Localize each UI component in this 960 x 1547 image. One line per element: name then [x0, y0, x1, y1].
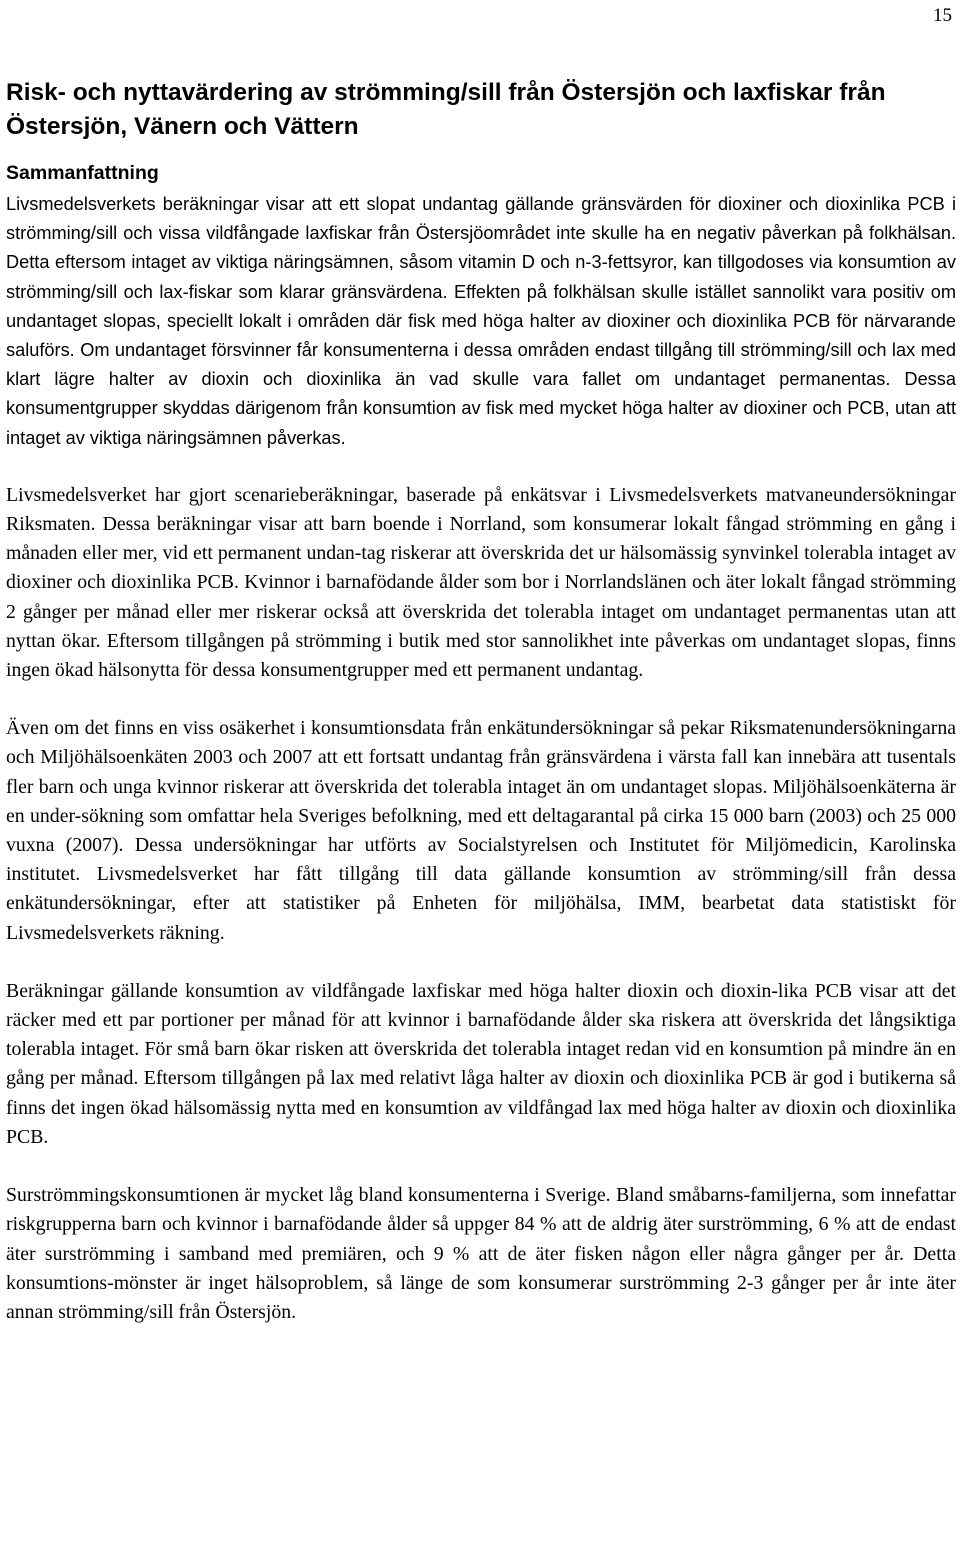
paragraph-miljohalsoenkat: Även om det finns en viss osäkerhet i konsumtionsdata från enkätundersökningar så pekar Riksmatenundersökningarna och Miljöhälsoenkäten 2003 och 2007 att ett fortsatt undantag från gränsvärdena i värsta fall kan innebära att tusentals fler barn och unga kvinnor riskerar att överskrida det tolerabla intaget än om undantaget slopas. Miljöhälsoenkäterna är en under-sökning som omfattar hela Sveriges befolkning, med ett deltagarantal på cirka 15 000 barn (2003) och 25 000 vuxna (2007). Dessa undersökningar har utförts av Socialstyrelsen och Institutet för Miljömedicin, Karolinska institutet. Livsmedelsverket har fått tillgång till data gällande konsumtion av strömming/sill från dessa enkätundersökningar, efter att statistiker på Enheten för miljöhälsa, IMM, bearbetat data statistiskt för Livsmedelsverkets räkning.: [6, 717, 956, 944]
summary-text-1: Livsmedelsverkets beräkningar visar att ett slopat undantag gällande gränsvärden för dioxiner och dioxinlika PCB i strömming/sill och vissa vildfångade laxfiskar från Östersjöområdet inte skulle ha en negativ påverkan på folkhälsan.: [6, 194, 956, 244]
paragraph-laxfiskar: Beräkningar gällande konsumtion av vildfångade laxfiskar med höga halter dioxin och dioxin-lika PCB visar att det räcker med ett par portioner per månad för att kvinnor i barnafödande ålder ska riskera att överskrida det långsiktiga tolerabla intaget. För små barn ökar risken att överskrida det tolerabla intaget redan vid en konsumtion på mindre än en gång per månad. Eftersom tillgången på lax med relativt låga halter av dioxin och dioxinlika PCB är god i butikerna så finns det ingen ökad hälsomässig nytta med en konsumtion av vildfångad lax med höga halter av dioxin och dioxinlika PCB.: [6, 979, 956, 1148]
summary-paragraph: [6, 190, 956, 453]
paragraph-riksmaten: Livsmedelsverket har gjort scenarieberäkningar, baserade på enkätsvar i Livsmedelsverkets matvaneundersökningar Riksmaten. Dessa beräkningar visar att barn boende i Norrland, som konsumerar lokalt fångad strömming en gång i månaden eller mer, vid ett permanent undan-tag riskerar att överskrida det ur hälsomässig synvinkel tolerabla intaget av dioxiner och dioxinlika PCB. Kvinnor i barnafödande ålder som bor i Norrlandslänen och äter lokalt fångad strömming 2 gånger per månad eller mer riskerar också att överskrida det tolerabla intaget om undantaget permanentas utan att nyttan ökar. Eftersom tillgången på strömming i butik med stor sannolikhet inte påverkas om undantaget slopas, finns ingen ökad hälsonytta för dessa konsumentgrupper med ett permanent undantag.: [6, 483, 956, 682]
summary-text-3: Effekten på folkhälsan skulle istället sannolikt vara positiv om undantaget slopas, speciellt lokalt i områden där fisk med höga halter av dioxiner och dioxinlika PCB för närvarande saluförs.: [6, 281, 956, 361]
document-title: Risk- och nyttavärdering av strömming/sill från Östersjön och laxfiskar från Östersjön, Vänern och Vättern: [6, 79, 886, 140]
document-body: [6, 76, 956, 1327]
paragraph-surstromming: Surströmmingskonsumtionen är mycket låg bland konsumenterna i Sverige. Bland småbarns-familjerna, som innefattar riskgrupperna barn och kvinnor i barnafödande ålder så uppger 84 % att de aldrig äter surströmming, 6 % att de endast äter surströmming i samband med premiären, och 9 % att de äter fisken någon eller några gånger per år. Detta konsumtions-mönster är inget hälsoproblem, så länge de som konsumerar surströmming 2-3 gånger per år inte äter annan strömming/sill från Östersjön.: [6, 1184, 956, 1323]
section-heading-summary: Sammanfattning: [6, 162, 159, 184]
summary-text-2: Detta eftersom intaget av viktiga näringsämnen, såsom vitamin D och n-3-fettsyror, kan tillgodoses via konsumtion av strömming/sill och lax-fiskar som klarar gränsvärdena.: [6, 252, 956, 302]
page-number: 15: [933, 5, 952, 26]
summary-text-4: Om undantaget försvinner får konsumenterna i dessa områden endast tillgång till strömming/sill och lax med klart lägre halter av dioxin och dioxinlika än vad skulle vara fallet om undantaget permanentas. Dessa konsumentgrupper skyddas därigenom från konsumtion av fisk med mycket höga halter av dioxiner och PCB, utan att intaget av viktiga näringsämnen påverkas.: [6, 340, 956, 448]
